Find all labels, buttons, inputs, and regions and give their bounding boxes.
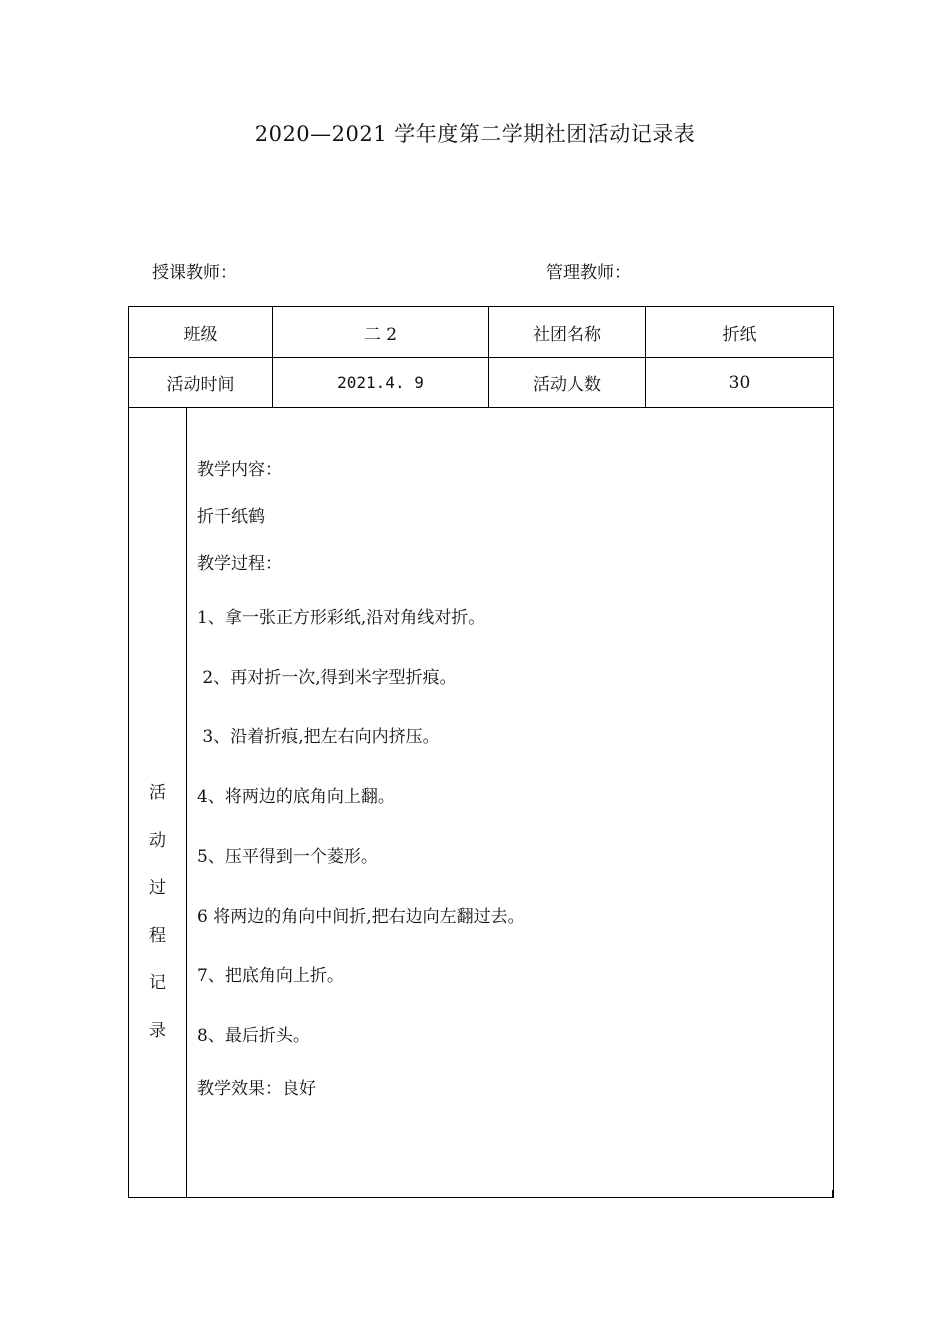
class-label: 班级	[129, 307, 273, 357]
process-step: 7、把底角向上折。	[197, 966, 344, 986]
process-step: 1、拿一张正方形彩纸,沿对角线对折。	[197, 608, 486, 628]
activity-time-cell	[273, 358, 489, 407]
process-step: 8、最后折头。	[197, 1026, 310, 1046]
teaching-effect: 教学效果：良好	[197, 1079, 316, 1099]
table-row	[129, 358, 833, 408]
process-step: 2、再对折一次,得到米字型折痕。	[197, 668, 457, 688]
process-step: 3、沿着折痕,把左右向内挤压。	[197, 727, 440, 747]
process-step: 6 将两边的角向中间折,把右边向左翻过去。	[197, 907, 525, 927]
side-char: 动	[149, 830, 166, 851]
content-heading: 教学内容：	[197, 460, 282, 480]
class-value: 二 2	[273, 307, 489, 357]
content-text: 折千纸鹤	[197, 507, 265, 527]
participant-count-label: 活动人数	[489, 358, 646, 407]
instructor-label: 授课教师：	[152, 263, 237, 283]
side-char: 活	[149, 783, 166, 803]
side-char: 程	[149, 925, 166, 946]
activity-process-record-label	[129, 408, 187, 1197]
activity-time-label: 活动时间	[129, 358, 273, 407]
side-char: 记	[149, 973, 166, 993]
process-heading: 教学过程：	[197, 554, 282, 574]
table-edge-mark	[832, 1190, 836, 1198]
club-name-value: 折纸	[722, 324, 757, 345]
side-char: 过	[149, 878, 166, 898]
club-name-label: 社团名称	[489, 307, 646, 357]
activity-time-value: 2021.4. 9	[337, 373, 424, 392]
process-step: 4、将两边的底角向上翻。	[197, 787, 395, 807]
activity-content	[197, 408, 827, 1197]
record-table	[128, 306, 834, 1198]
table-row	[129, 307, 833, 358]
process-step: 5、压平得到一个菱形。	[197, 847, 378, 867]
page-title: 2020—2021 学年度第二学期社团活动记录表	[254, 122, 696, 146]
participant-count-value: 30	[728, 372, 751, 393]
side-char: 录	[149, 1020, 166, 1041]
manager-label: 管理教师：	[546, 263, 631, 283]
